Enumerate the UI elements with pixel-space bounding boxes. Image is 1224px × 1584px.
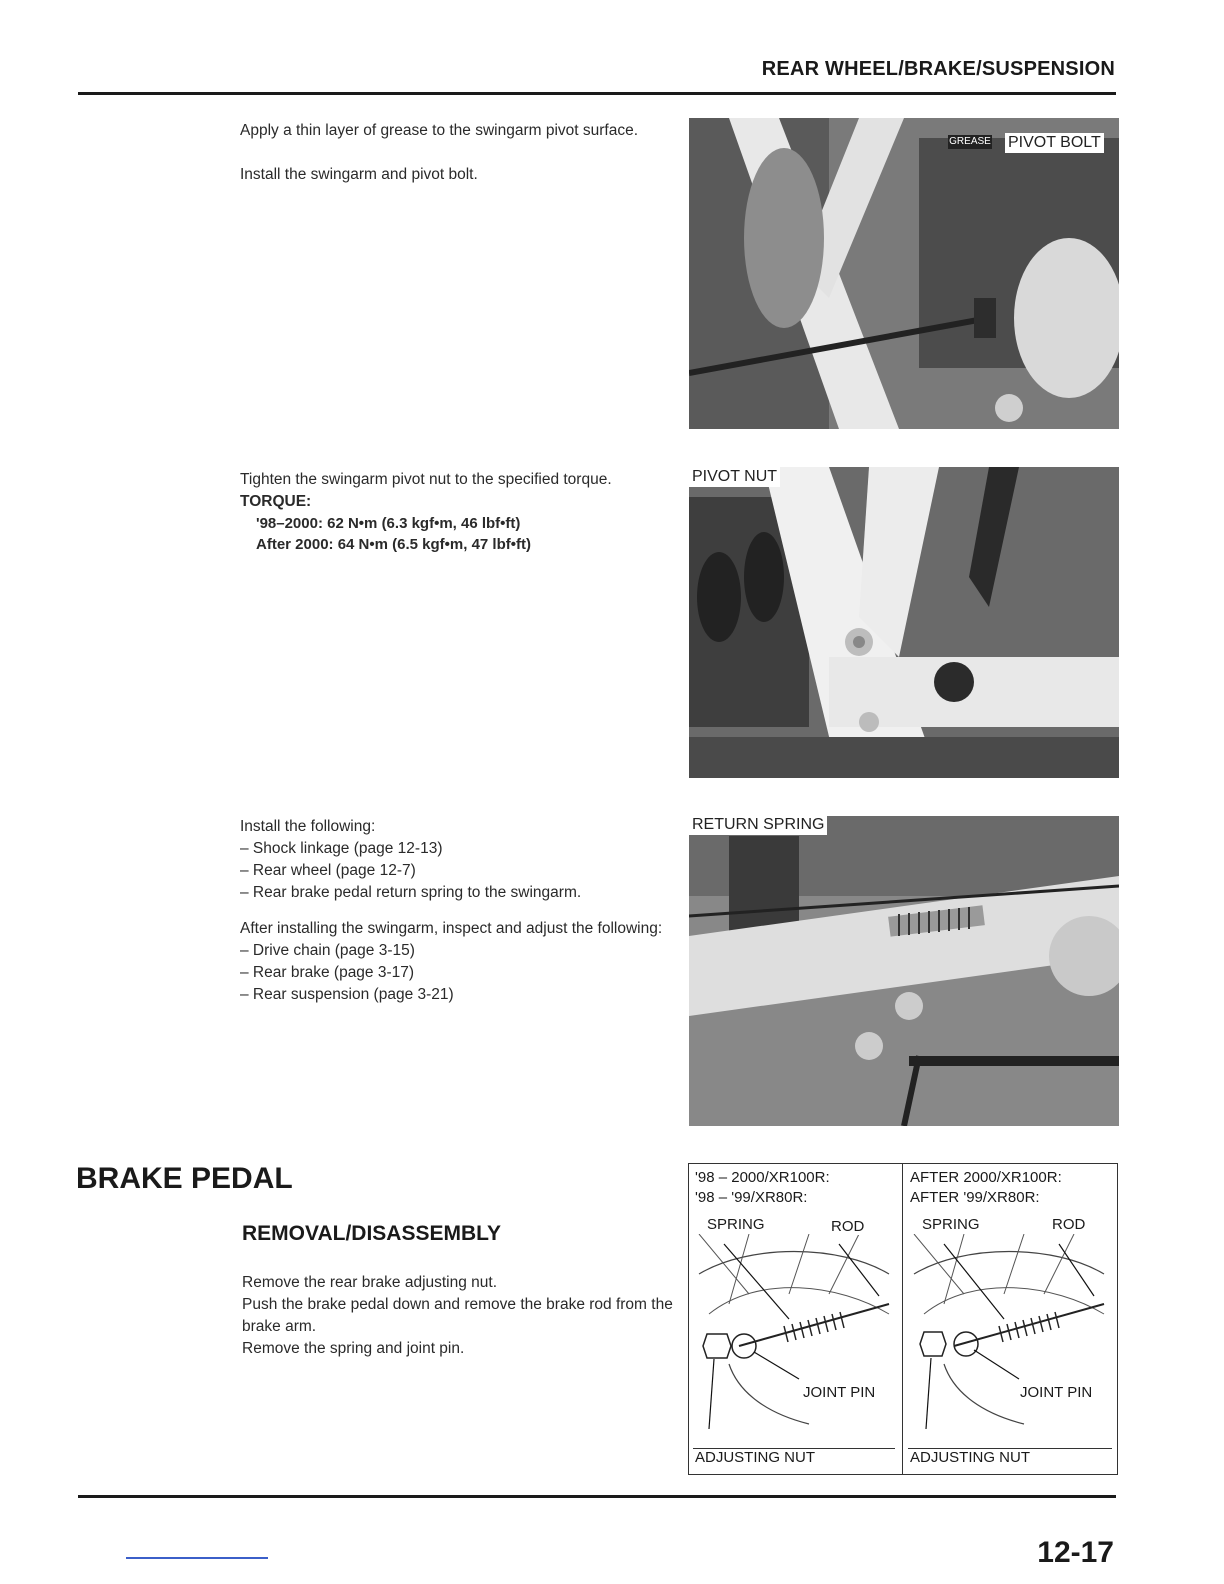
page-header-title: REAR WHEEL/BRAKE/SUSPENSION — [761, 58, 1115, 80]
footer-rule — [78, 1495, 1116, 1498]
section-title: BRAKE PEDAL — [76, 1162, 293, 1195]
removal-line: Push the brake pedal down and remove the brake rod from the brake arm. — [242, 1296, 673, 1335]
pivot-bolt-label: PIVOT BOLT — [1005, 133, 1104, 153]
photo-pivot-bolt — [689, 118, 1119, 429]
diagram-early-heading — [695, 1168, 830, 1208]
step3-text — [240, 816, 680, 1006]
removal-text — [242, 1272, 674, 1360]
step3-item: – Rear wheel (page 12-7) — [240, 862, 416, 879]
step1-text2: Install the swingarm and pivot bolt. — [240, 166, 478, 183]
photo-return-spring — [689, 816, 1119, 1126]
removal-line: Remove the rear brake adjusting nut. — [242, 1274, 498, 1291]
brake-pedal-diagram — [688, 1163, 1118, 1475]
diagram-early-sketch — [689, 1234, 902, 1449]
return-spring-label: RETURN SPRING — [689, 815, 827, 835]
step3-item: – Rear brake pedal return spring to the swingarm. — [240, 884, 582, 901]
step3-item2: – Drive chain (page 3-15) — [240, 942, 415, 959]
diagram-late-joint-pin-label: JOINT PIN — [1020, 1384, 1093, 1401]
step3-item: – Shock linkage (page 12-13) — [240, 840, 443, 857]
diagram-late-head1: AFTER 2000/XR100R: — [910, 1169, 1062, 1186]
diagram-early-joint-pin-label: JOINT PIN — [803, 1384, 876, 1401]
header-rule — [78, 92, 1116, 95]
subsection-title: REMOVAL/DISASSEMBLY — [242, 1222, 502, 1245]
step3-item2: – Rear brake (page 3-17) — [240, 964, 415, 981]
torque-value-1: '98–2000: 62 N•m (6.3 kgf•m, 46 lbf•ft) — [256, 515, 521, 532]
step3-intro: Install the following: — [240, 818, 376, 835]
diagram-late-head2: AFTER '99/XR80R: — [910, 1189, 1040, 1206]
diagram-early-spring-label: SPRING — [707, 1216, 765, 1233]
page-number: 12-17 — [1037, 1536, 1114, 1569]
diagram-early-adjusting-nut-label: ADJUSTING NUT — [693, 1448, 895, 1466]
diagram-late-sketch — [904, 1234, 1117, 1449]
diagram-late-heading — [910, 1168, 1062, 1208]
pivot-nut-label: PIVOT NUT — [689, 467, 780, 487]
step2-text — [240, 469, 675, 555]
step3-item2: – Rear suspension (page 3-21) — [240, 986, 454, 1003]
footer-link-underline[interactable] — [126, 1557, 268, 1559]
diagram-early-rod-label: ROD — [831, 1218, 865, 1235]
diagram-late-adjusting-nut-label: ADJUSTING NUT — [908, 1448, 1112, 1466]
step2-instruction: Tighten the swingarm pivot nut to the specified torque. — [240, 471, 612, 488]
photo-pivot-nut — [689, 467, 1119, 778]
diagram-panel-late — [904, 1164, 1117, 1474]
diagram-early-head1: '98 – 2000/XR100R: — [695, 1169, 830, 1186]
diagram-panel-early — [689, 1164, 903, 1474]
torque-value-2: After 2000: 64 N•m (6.5 kgf•m, 47 lbf•ft) — [256, 536, 531, 553]
diagram-early-head2: '98 – '99/XR80R: — [695, 1189, 808, 1206]
step3-intro2: After installing the swingarm, inspect and adjust the following: — [240, 920, 663, 937]
step1-text — [240, 120, 675, 186]
diagram-late-rod-label: ROD — [1052, 1216, 1086, 1233]
grease-badge: GREASE — [949, 136, 991, 147]
diagram-late-spring-label: SPRING — [922, 1216, 980, 1233]
step1-text1: Apply a thin layer of grease to the swingarm pivot surface. — [240, 122, 639, 139]
removal-line: Remove the spring and joint pin. — [242, 1340, 465, 1357]
torque-label: TORQUE: — [240, 493, 312, 510]
